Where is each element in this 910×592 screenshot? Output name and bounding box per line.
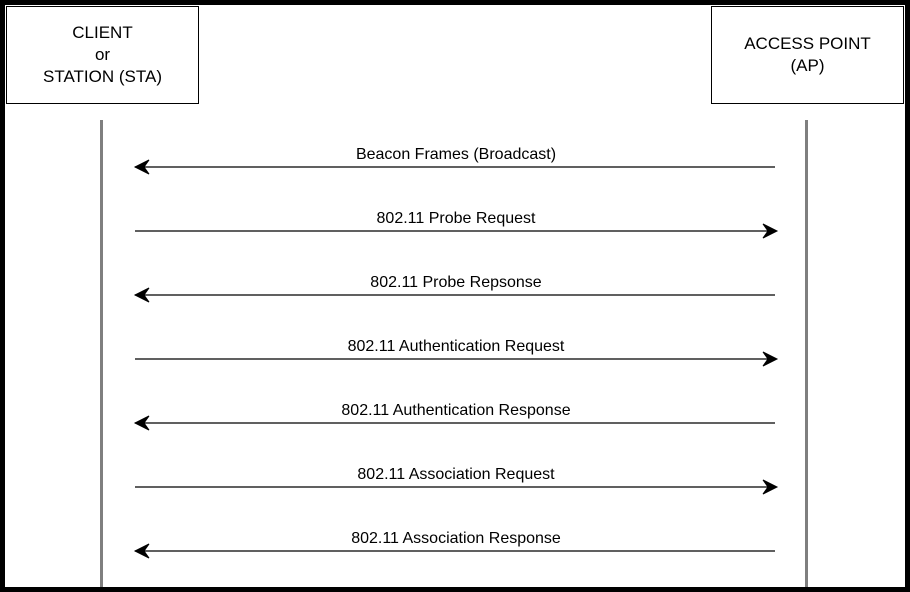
actor-client-line-3: STATION (STA) [43,67,162,86]
message-label-6: 802.11 Association Request [357,466,555,483]
message-label-1: Beacon Frames (Broadcast) [355,146,557,163]
actor-client-line-1: CLIENT [72,23,133,42]
message-label-4: 802.11 Authentication Request [347,338,565,355]
actor-client-line-2: or [94,45,111,64]
sequence-diagram [5,5,905,587]
message-label-7: 802.11 Association Response [351,530,561,547]
message-arrows [5,5,905,587]
message-label-3: 802.11 Probe Repsonse [370,274,542,291]
message-label-5: 802.11 Authentication Response [341,402,571,419]
actor-ap-line-1: ACCESS POINT [744,34,871,53]
actor-ap-line-2: (AP) [790,56,825,75]
message-label-2: 802.11 Probe Request [376,210,536,227]
